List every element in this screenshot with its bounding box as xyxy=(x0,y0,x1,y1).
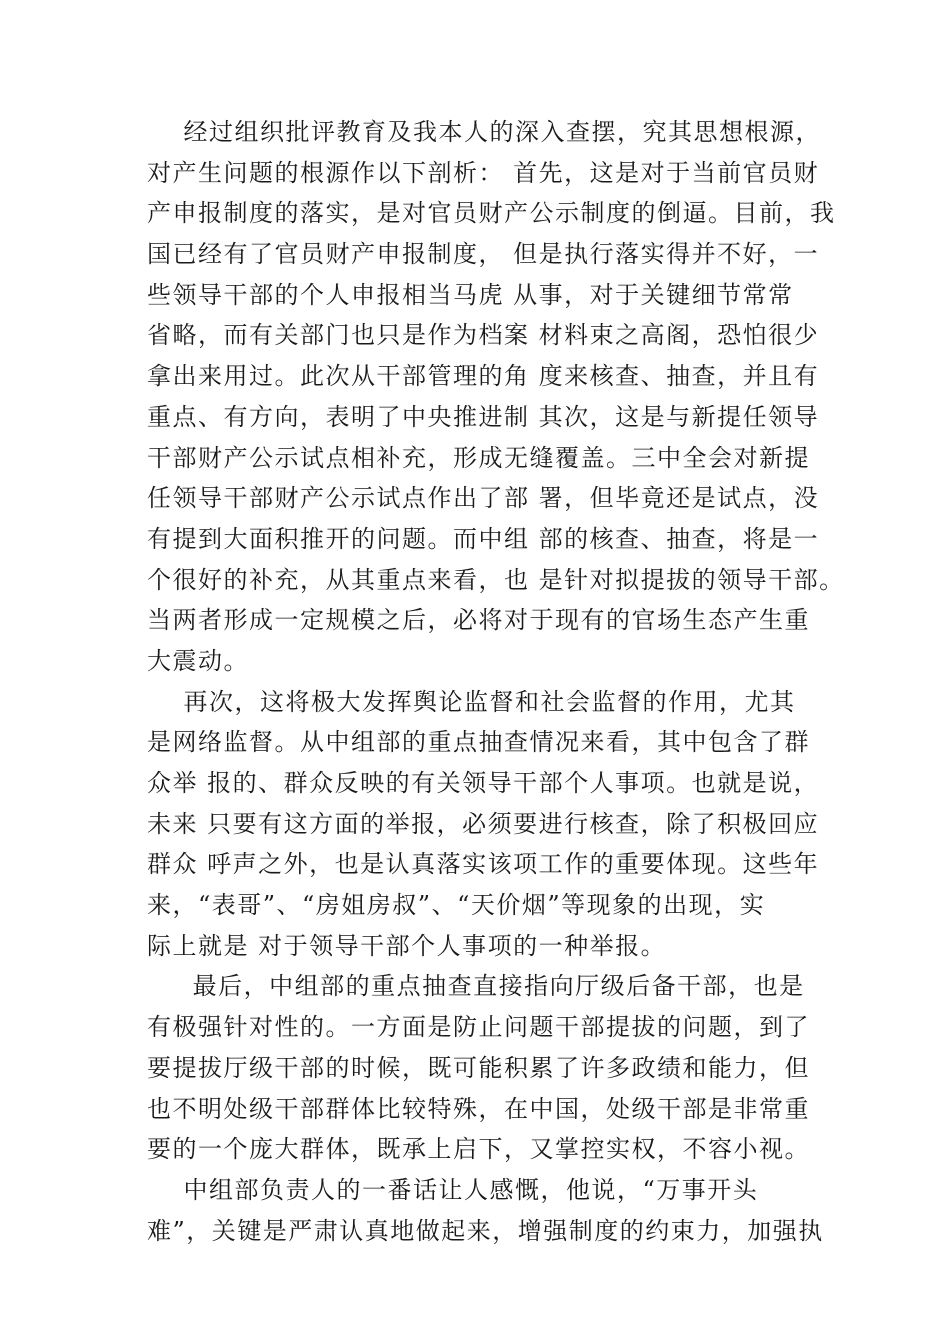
text-line: 最后，中组部的重点抽查直接指向厅级后备干部，也是 xyxy=(147,972,805,1001)
text-line: 未来 只要有这方面的举报，必须要进行核查，除了积极回应 xyxy=(147,809,820,838)
text-line: 省略，而有关部门也只是作为档案 材料束之高阁，恐怕很少 xyxy=(147,321,820,350)
text-line: 众举 报的、群众反映的有关领导干部个人事项。也就是说， xyxy=(147,769,820,797)
text-line: 个很好的补充，从其重点来看，也 是针对拟提拔的领导干部。 xyxy=(147,565,845,594)
text-line: 群众 呼声之外，也是认真落实该项工作的重要体现。这些年 xyxy=(147,850,820,879)
text-line: 要提拔厅级干部的时候，既可能积累了许多政绩和能力，但 xyxy=(147,1053,810,1082)
text-line: 经过组织批评教育及我本人的深入查摆，究其思想根源， xyxy=(147,118,822,146)
text-line: 难”，关键是严肃认真地做起来，增强制度的约束力，加强执 xyxy=(147,1216,824,1245)
text-line: 任领导干部财产公示试点作出了部 署，但毕竟还是试点，没 xyxy=(147,484,820,513)
text-line: 对产生问题的根源作以下剖析： 首先，这是对于当前官员财 xyxy=(147,158,820,187)
text-line: 中组部负责人的一番话让人感慨，他说，“万事开头 xyxy=(147,1175,759,1204)
text-line: 干部财产公示试点相补充，形成无缝覆盖。三中全会对新提 xyxy=(147,443,810,472)
text-line: 当两者形成一定规模之后，必将对于现有的官场生态产生重 xyxy=(147,606,810,635)
text-line: 是网络监督。从中组部的重点抽查情况来看，其中包含了群 xyxy=(147,728,810,757)
text-line: 拿出来用过。此次从干部管理的角 度来核查、抽查，并且有 xyxy=(147,362,820,391)
text-line: 些领导干部的个人申报相当马虎 从事，对于关键细节常常 xyxy=(147,280,794,309)
text-line: 际上就是 对于领导干部个人事项的一种举报。 xyxy=(147,931,667,960)
text-line: 有提到大面积推开的问题。而中组 部的核查、抽查，将是一 xyxy=(147,524,820,553)
text-line: 要的一个庞大群体，既承上启下，又掌控实权，不容小视。 xyxy=(147,1135,810,1164)
text-line: 国已经有了官员财产申报制度， 但是执行落实得并不好，一 xyxy=(147,240,820,269)
body-text xyxy=(147,112,845,1251)
text-line: 也不明处级干部群体比较特殊，在中国，处级干部是非常重 xyxy=(147,1094,810,1123)
text-line: 产申报制度的落实，是对官员财产公示制度的倒逼。目前，我 xyxy=(147,199,836,228)
text-line: 重点、有方向，表明了中央推进制 其次，这是与新提任领导 xyxy=(147,402,820,431)
text-line: 有极强针对性的。一方面是防止问题干部提拔的问题，到了 xyxy=(147,1013,810,1042)
text-line: 大震动。 xyxy=(147,646,249,675)
text-line: 来，“表哥”、“房姐房叔”、“天价烟”等现象的出现，实 xyxy=(147,891,766,920)
text-line: 再次，这将极大发挥舆论监督和社会监督的作用，尤其 xyxy=(147,687,796,716)
